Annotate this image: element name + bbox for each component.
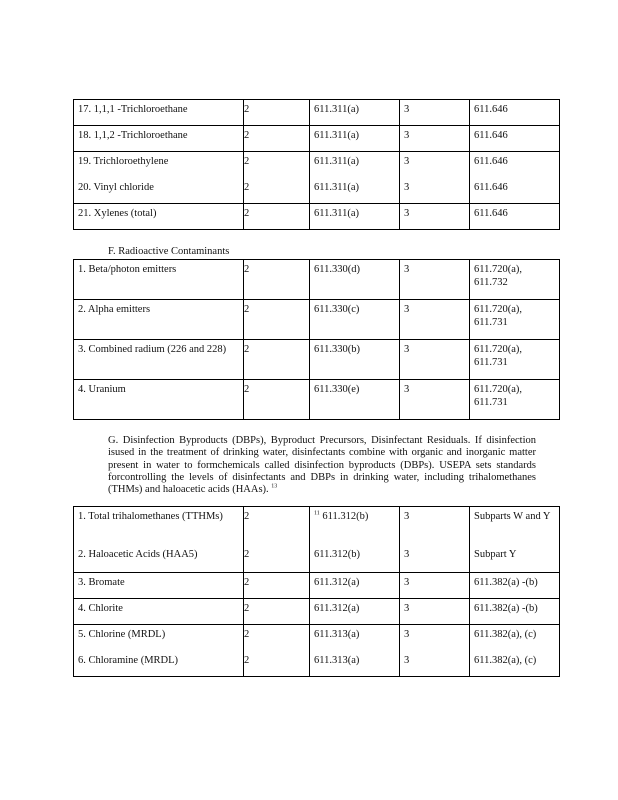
reference-cell: Subpart Y <box>470 545 560 573</box>
radioactive-contaminants-table <box>73 259 560 420</box>
section-cell: 611.311(a) <box>310 152 400 178</box>
reference-cell: 611.646 <box>470 126 560 152</box>
value-cell: 2 <box>244 260 310 300</box>
reference-cell: 611.382(a), (c) <box>470 651 560 677</box>
reference-cell: 611.646 <box>470 152 560 178</box>
value-cell: 2 <box>244 380 310 420</box>
reference-cell: 611.382(a) -(b) <box>470 599 560 625</box>
reference-cell: 611.382(a) -(b) <box>470 573 560 599</box>
section-text: 611.312(b) <box>322 511 369 522</box>
organic-contaminants-table <box>73 99 560 230</box>
value-cell: 3 <box>400 625 470 651</box>
section-cell: 611.312(b) <box>310 545 400 573</box>
contaminant-cell: 21. Xylenes (total) <box>74 204 244 230</box>
reference-cell: 611.646 <box>470 100 560 126</box>
table-row <box>74 599 560 625</box>
value-cell: 3 <box>400 599 470 625</box>
table-row <box>74 625 560 651</box>
contaminant-cell: 6. Chloramine (MRDL) <box>74 651 244 677</box>
reference-cell: 611.720(a), 611.731 <box>470 340 560 380</box>
value-cell: 3 <box>400 260 470 300</box>
value-cell: 2 <box>244 651 310 677</box>
value-cell: 3 <box>400 340 470 380</box>
contaminant-cell: 5. Chlorine (MRDL) <box>74 625 244 651</box>
contaminant-cell: 3. Combined radium (226 and 228) <box>74 340 244 380</box>
section-cell: 611.311(a) <box>310 100 400 126</box>
section-cell: 611.330(c) <box>310 300 400 340</box>
value-cell: 2 <box>244 100 310 126</box>
value-cell: 2 <box>244 625 310 651</box>
section-cell: 611.311(a) <box>310 126 400 152</box>
reference-cell: 611.720(a), 611.731 <box>470 380 560 420</box>
value-cell: 3 <box>400 545 470 573</box>
table-row <box>74 300 560 340</box>
section-cell: 611.330(d) <box>310 260 400 300</box>
value-cell: 2 <box>244 340 310 380</box>
contaminant-cell: 18. 1,1,2 -Trichloroethane <box>74 126 244 152</box>
value-cell: 3 <box>400 152 470 178</box>
section-cell: 611.312(a) <box>310 599 400 625</box>
contaminant-cell: 1. Beta/photon emitters <box>74 260 244 300</box>
section-cell: 611.311(a) <box>310 178 400 204</box>
table-row <box>74 340 560 380</box>
value-cell: 3 <box>400 300 470 340</box>
value-cell: 2 <box>244 152 310 178</box>
reference-cell: 611.646 <box>470 204 560 230</box>
value-cell: 3 <box>400 380 470 420</box>
section-cell: 611.313(a) <box>310 651 400 677</box>
reference-cell: 611.646 <box>470 178 560 204</box>
section-cell: 611.313(a) <box>310 625 400 651</box>
section-cell: 611.312(a) <box>310 573 400 599</box>
table-row <box>74 126 560 152</box>
value-cell: 3 <box>400 126 470 152</box>
contaminant-cell: 20. Vinyl chloride <box>74 178 244 204</box>
value-cell: 2 <box>244 204 310 230</box>
reference-cell: Subparts W and Y <box>470 507 560 545</box>
contaminant-cell: 2. Alpha emitters <box>74 300 244 340</box>
reference-cell: 611.382(a), (c) <box>470 625 560 651</box>
footnote-marker: 11 <box>314 510 320 517</box>
table-row <box>74 380 560 420</box>
contaminant-cell: 19. Trichloroethylene <box>74 152 244 178</box>
table-row <box>74 178 560 204</box>
value-cell: 3 <box>400 651 470 677</box>
value-cell: 2 <box>244 178 310 204</box>
table-row <box>74 100 560 126</box>
footnote-marker: 13 <box>271 483 278 490</box>
contaminant-cell: 4. Chlorite <box>74 599 244 625</box>
radioactive-contaminants-heading: F. Radioactive Contaminants <box>108 246 230 257</box>
disinfection-byproducts-table <box>73 506 560 677</box>
section-cell: 611.330(e) <box>310 380 400 420</box>
contaminant-cell: 3. Bromate <box>74 573 244 599</box>
value-cell: 3 <box>400 100 470 126</box>
contaminant-cell: 4. Uranium <box>74 380 244 420</box>
value-cell: 3 <box>400 573 470 599</box>
table-row <box>74 152 560 178</box>
section-cell: 611.311(a) <box>310 204 400 230</box>
value-cell: 2 <box>244 573 310 599</box>
contaminant-cell: 17. 1,1,1 -Trichloroethane <box>74 100 244 126</box>
value-cell: 3 <box>400 178 470 204</box>
table-row <box>74 204 560 230</box>
reference-cell: 611.720(a), 611.732 <box>470 260 560 300</box>
value-cell: 3 <box>400 507 470 545</box>
disinfection-byproducts-paragraph <box>108 435 536 496</box>
section-cell: 611.330(b) <box>310 340 400 380</box>
table-row <box>74 573 560 599</box>
paragraph-text: G. Disinfection Byproducts (DBPs), Byproduct Precursors, Disinfectant Residuals. If disinfection isused in the treatment of drinking water, disinfectants combine with organic and inorganic matter present in water to formchemicals called disinfection byproducts (DBPs). USEPA sets standards forcontrolling the levels of disinfectants and DBPs in drinking water, including trihalomethanes (THMs) and haloacetic acids (HAAs). <box>108 435 536 496</box>
value-cell: 2 <box>244 126 310 152</box>
table-row <box>74 545 560 573</box>
value-cell: 2 <box>244 545 310 573</box>
reference-cell: 611.720(a), 611.731 <box>470 300 560 340</box>
value-cell: 2 <box>244 599 310 625</box>
value-cell: 2 <box>244 507 310 545</box>
contaminant-cell: 2. Haloacetic Acids (HAA5) <box>74 545 244 573</box>
table-row <box>74 260 560 300</box>
value-cell: 2 <box>244 300 310 340</box>
table-row <box>74 651 560 677</box>
section-cell <box>310 507 400 545</box>
table-row <box>74 507 560 545</box>
contaminant-cell: 1. Total trihalomethanes (TTHMs) <box>74 507 244 545</box>
value-cell: 3 <box>400 204 470 230</box>
